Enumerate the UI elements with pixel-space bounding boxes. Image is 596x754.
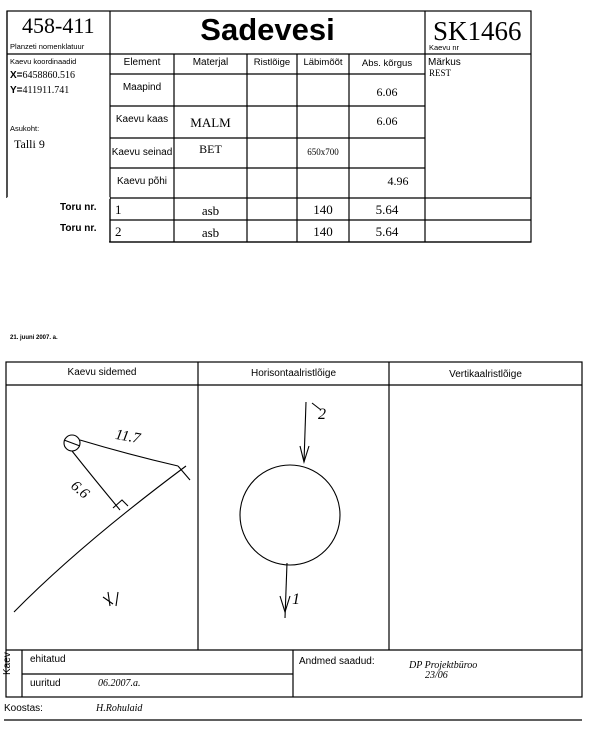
bottom-block-border [6, 362, 582, 697]
row-diameter-walls: 650x700 [307, 147, 339, 157]
row-element-walls: Kaevu seinad [111, 147, 173, 158]
pipe-1-diameter: 140 [313, 202, 333, 217]
built-label: ehitatud [30, 654, 66, 665]
row-height-ground: 6.06 [376, 85, 398, 99]
col-title-horizontal-section: Horisontaalristlõige [250, 368, 337, 379]
location-value: Talli 9 [14, 137, 45, 151]
side-label-well [2, 653, 13, 675]
col-header-element: Element [123, 57, 161, 68]
page-title: Sadevesi [200, 12, 335, 47]
coordinate-x-value: 6458860.516 [22, 70, 76, 81]
coordinate-x-prefix: X= [10, 70, 23, 81]
coordinate-y-prefix: Y= [10, 85, 23, 96]
sketch-distance-1: 11.7 [113, 426, 142, 448]
coordinate-x [10, 70, 75, 81]
row-material-lid: MALM [190, 115, 231, 130]
col-title-vertical-section: Vertikaalristlõige [449, 369, 522, 380]
col-header-diameter: Läbimõõt [303, 57, 343, 68]
pipe-2-material: asb [201, 225, 220, 240]
location-label: Asukoht: [10, 124, 40, 133]
coordinate-y-value: 411911.741 [22, 85, 70, 96]
well-id-label: Kaevu nr [429, 43, 460, 52]
row-material-walls: BET [199, 142, 222, 156]
row-element-ground: Maapind [122, 82, 162, 93]
row-height-bottom: 4.96 [387, 174, 409, 188]
pipe-2-number: 2 [115, 224, 122, 239]
pipe-out-label: 1 [292, 591, 300, 608]
remarks-value: REST [429, 68, 452, 78]
surveyed-value: 06.2007.a. [98, 678, 141, 689]
col-header-remarks: Märkus [428, 57, 461, 68]
pipe-1-material: asb [201, 203, 220, 218]
sketch-distance-2: 6.6 [67, 477, 93, 503]
compiled-value: H.Rohulaid [96, 703, 143, 714]
data-source-label: Andmed saadud: [299, 656, 375, 667]
pipe-2-height: 5.64 [375, 224, 399, 239]
nomenclature-label: Planzeti nomenklatuur [10, 42, 85, 51]
side-label-text: Kaev [2, 652, 13, 675]
coordinate-y [10, 85, 69, 96]
row-element-bottom: Kaevu põhi [116, 176, 168, 187]
well-links-sketch [14, 435, 190, 612]
col-header-cross-section: Ristlõige [253, 57, 291, 68]
nomenclature-number: 458-411 [22, 13, 95, 38]
col-header-abs-height: Abs. kõrgus [361, 58, 413, 69]
pipe-1-number: 1 [115, 202, 122, 217]
pipe-1-height: 5.64 [375, 202, 399, 217]
pipe-2-diameter: 140 [313, 224, 333, 239]
surveyed-label: uuritud [30, 678, 61, 689]
row-height-lid: 6.06 [376, 114, 398, 128]
row-element-lid: Kaevu kaas [115, 114, 169, 125]
pipe-in-label: 2 [318, 406, 326, 423]
pipe-1-label: Toru nr. [60, 202, 97, 213]
pipe-2-label: Toru nr. [60, 223, 97, 234]
col-header-material: Materjal [192, 57, 229, 68]
well-id: SK1466 [433, 16, 522, 46]
data-source-date: 23/06 [425, 670, 448, 681]
data-source-value: DP Projektbüroo [409, 660, 478, 671]
horizontal-section-drawing [240, 402, 340, 618]
col-title-well-links: Kaevu sidemed [67, 367, 137, 378]
coordinates-label: Kaevu koordinaadid [10, 57, 77, 66]
sketch-mark [103, 588, 113, 604]
date-stamp: 21. juuni 2007. a. [10, 335, 58, 341]
compiled-label: Koostas: [4, 703, 43, 714]
